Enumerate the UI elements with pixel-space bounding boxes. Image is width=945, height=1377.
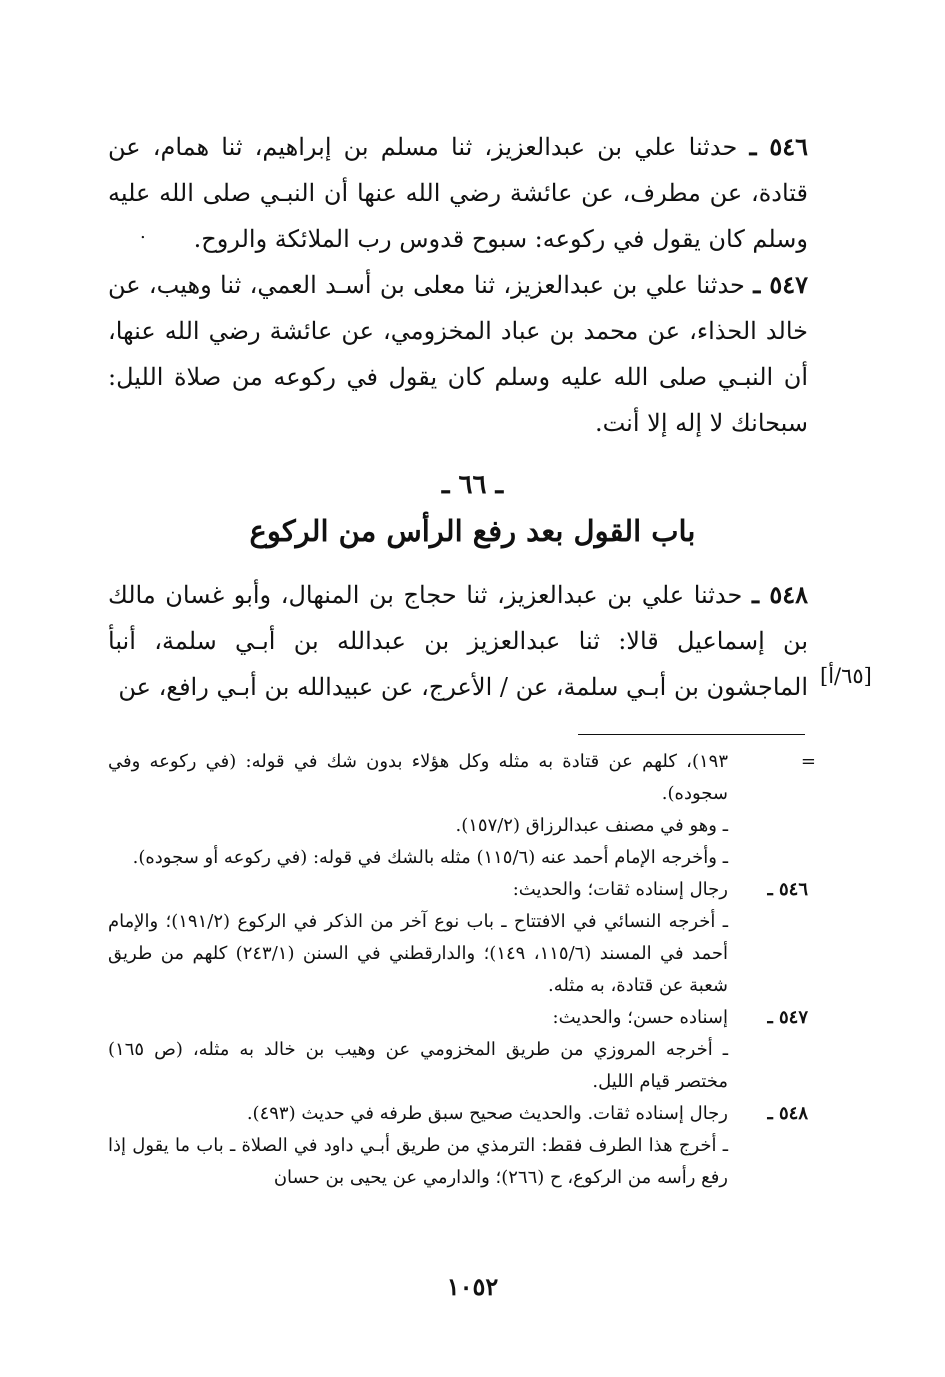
page-number: ١٠٥٢	[446, 1272, 499, 1301]
footnote	[108, 1002, 808, 1034]
footnote	[108, 1098, 808, 1130]
footnote-text: ـ وأخرجه الإمام أحمد عنه (١١٥/٦) مثله بالشك في قوله: (في ركوعه أو سجوده).	[132, 847, 728, 868]
hadith-text: حدثنا علي بن عبدالعزيز، ثنا معلى بن أسـد العمي، ثنا وهيب، عن خالد الحذاء، عن محمد بن عباد المخزومي، عن عائشة رضي الله عنها، أن النبـي صلى الله عليه وسلم كان يقول في ركوعه من صلاة الليل: سبحانك لا إله إلا أنت.	[108, 271, 808, 437]
footnote	[108, 1034, 808, 1098]
footnote-text: ـ أخرج هذا الطرف فقط: الترمذي من طريق أبـي داود في الصلاة ـ باب ما يقول إذا رفع رأسه من الركوع، ح (٢٦٦)؛ والدارمي عن يحيى بن حسان	[108, 1135, 728, 1188]
folio-margin-reference: [٦٥/أ]	[820, 664, 872, 688]
chapter-number: ـ ٦٦ ـ	[441, 470, 504, 500]
footnote	[108, 842, 808, 874]
footnote-text: رجال إسناده ثقات. والحديث صحيح سبق طرفه في حديث (٤٩٣).	[246, 1103, 728, 1124]
footnote-text: ـ وهو في مصنف عبدالرزاق (١٥٧/٢).	[455, 815, 728, 836]
footnote-text: رجال إسناده ثقات؛ والحديث:	[512, 879, 728, 900]
hadith-number: ٥٤٧ ـ	[753, 270, 808, 299]
hadith-text: حدثنا علي بن عبدالعزيز، ثنا مسلم بن إبراهيم، ثنا همام، عن قتادة، عن مطرف، عن عائشة رضي الله عنها أن النبـي صلى الله عليه وسلم كان يقول في ركوعه: سبوح قدوس رب الملائكة والروح.	[108, 133, 808, 253]
footnote	[108, 1130, 808, 1194]
hadith-548	[108, 572, 808, 710]
hadith-text: حدثنا علي بن عبدالعزيز، ثنا حجاج بن المنهال، وأبو غسان مالك بن إسماعيل قالا: ثنا عبدالعزيز بن عبدالله بن أبـي سلمة، أنبأ الماجشون بن أبـي سلمة، عن / الأعرج، عن عبيدالله بن أبـي رافع، عن	[108, 581, 808, 701]
footnote-text: ـ أخرجه النسائي في الافتتاح ـ باب نوع آخر من الذكر في الركوع (١٩١/٢)؛ والإمام أحمد في المسند (١١٥/٦، ١٤٩)؛ والدارقطني في السنن (٢٤٣/١) كلهم من طريق شعبة عن قتادة، به مثله.	[108, 911, 729, 996]
footnote	[108, 810, 808, 842]
footnote-text: ـ أخرجه المروزي من طريق المخزومي عن وهيب بن خالد به مثله، (ص ١٦٥) مختصر قيام الليل.	[108, 1039, 728, 1092]
footnote-text: ١٩٣)، كلهم عن قتادة به مثله وكل هؤلاء بدون شك في قوله: (في ركوعه وفي سجوده).	[108, 751, 728, 804]
hadith-number: ٥٤٦ ـ	[749, 132, 808, 161]
continuation-mark: =	[800, 751, 816, 772]
footnote-text: إسناده حسن؛ والحديث:	[552, 1007, 728, 1028]
footnote-label: ٥٤٦ ـ	[767, 879, 808, 900]
hadith-547	[108, 262, 808, 446]
footnote-label: ٥٤٧ ـ	[767, 1007, 808, 1028]
footnote	[108, 906, 808, 1002]
chapter-title: باب القول بعد رفع الرأس من الركوع	[249, 514, 696, 548]
hadith-546	[108, 124, 808, 262]
footnote-label: ٥٤٨ ـ	[767, 1103, 808, 1124]
footnote-divider	[578, 734, 805, 735]
hadith-number: ٥٤٨ ـ	[751, 580, 808, 609]
stray-mark: .	[140, 222, 146, 243]
footnote	[108, 874, 808, 906]
footnotes	[108, 746, 816, 1194]
footnote	[108, 746, 816, 810]
